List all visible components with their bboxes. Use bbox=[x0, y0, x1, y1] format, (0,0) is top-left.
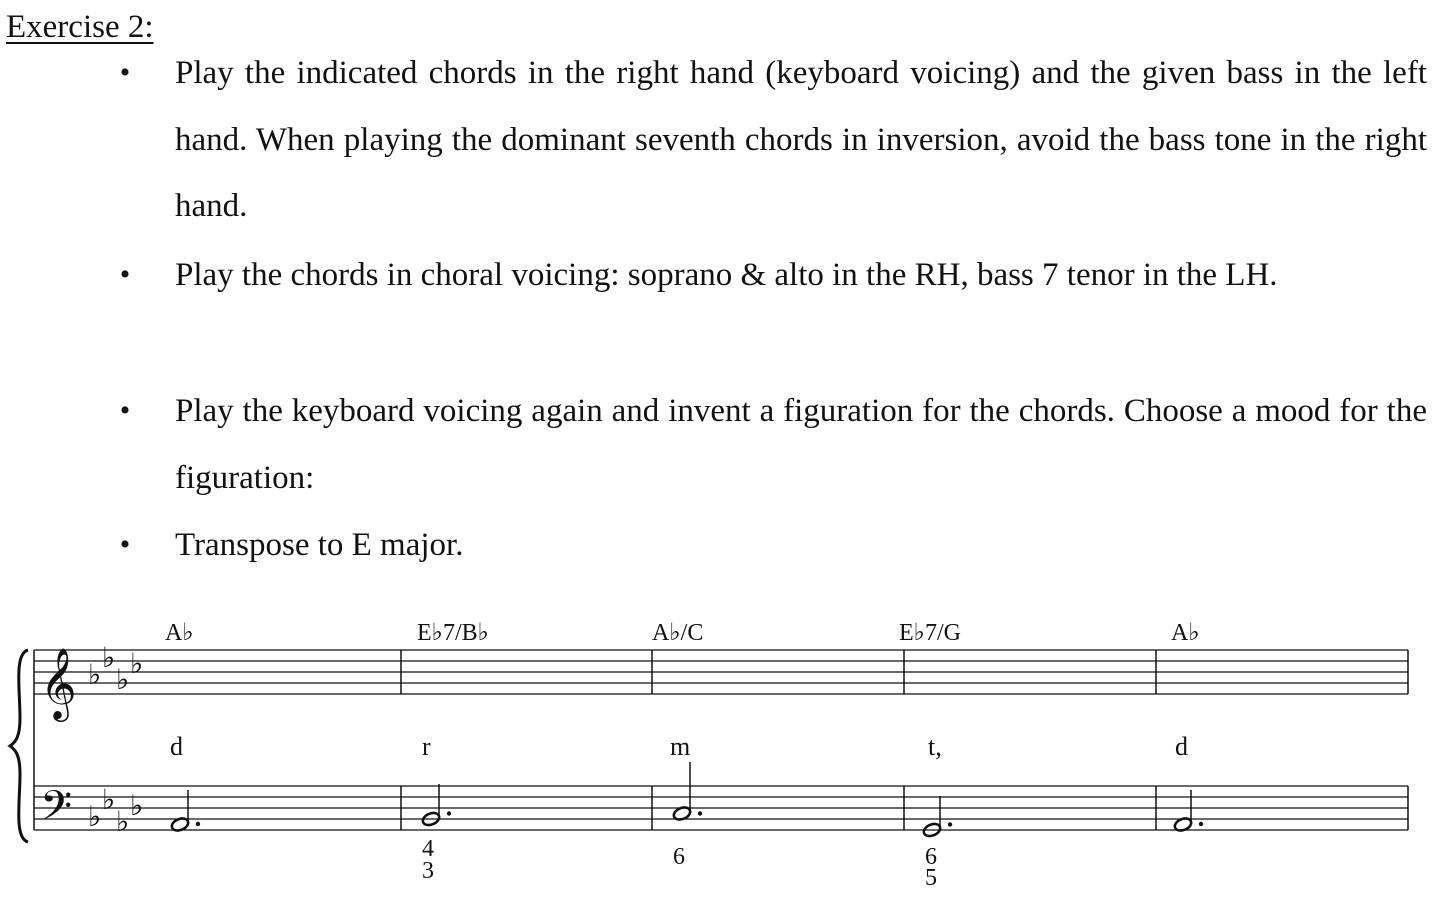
bullet-dot-icon: • bbox=[119, 528, 131, 561]
flat-icon: ♭ bbox=[102, 643, 116, 674]
chord-symbol: E♭7/B♭ bbox=[417, 620, 489, 646]
chord-symbol: A♭ bbox=[1171, 620, 1200, 646]
bass-note bbox=[922, 796, 952, 838]
chord-symbol: A♭/C bbox=[652, 620, 704, 646]
flat-icon: ♭ bbox=[102, 785, 116, 816]
flat-icon: ♭ bbox=[88, 660, 102, 691]
figured-bass-bottom: 5 bbox=[925, 865, 937, 891]
bullet-dot-icon: • bbox=[119, 258, 131, 291]
treble-key-signature bbox=[88, 643, 143, 696]
instruction-text: Play the keyboard voicing again and invent a figuration for the chords. Choose a mood for the figuration: bbox=[175, 393, 1427, 496]
flat-icon: ♭ bbox=[130, 649, 144, 680]
solfege-syllable: m bbox=[670, 732, 691, 761]
flat-icon: ♭ bbox=[116, 665, 130, 696]
exercise-heading: Exercise 2: bbox=[6, 9, 154, 45]
bass-clef-icon: 𝄢 bbox=[40, 783, 73, 839]
chord-symbol: A♭ bbox=[165, 620, 194, 646]
figured-bass-bottom: 3 bbox=[422, 858, 434, 884]
flat-icon: ♭ bbox=[116, 807, 130, 838]
treble-staff bbox=[34, 650, 1408, 694]
figured-bass-top: 4 bbox=[422, 836, 434, 862]
instruction-text: Play the chords in choral voicing: soprano & alto in the RH, bass 7 tenor in the LH. bbox=[175, 257, 1278, 293]
solfege-syllable: d bbox=[170, 732, 183, 761]
grand-staff-brace-icon bbox=[10, 650, 28, 842]
instruction-text: Play the indicated chords in the right hand (keyboard voicing) and the given bass in the left hand. When playing the dominant seventh chords in inversion, avoid the bass tone in the right hand. bbox=[175, 55, 1427, 224]
figured-bass-top: 6 bbox=[925, 844, 937, 870]
flat-icon: ♭ bbox=[130, 791, 144, 822]
figured-bass-top: 6 bbox=[673, 844, 685, 870]
music-score bbox=[0, 600, 1442, 900]
bass-note bbox=[672, 762, 702, 822]
solfege-syllable: r bbox=[422, 732, 431, 761]
solfege-syllable: t, bbox=[928, 732, 942, 761]
instruction-text: Transpose to E major. bbox=[175, 527, 464, 563]
chord-symbol: E♭7/G bbox=[899, 620, 961, 646]
flat-icon: ♭ bbox=[88, 802, 102, 833]
bass-note bbox=[421, 784, 451, 827]
bullet-dot-icon: • bbox=[119, 394, 131, 427]
solfege-syllable: d bbox=[1175, 732, 1188, 761]
bullet-dot-icon: • bbox=[119, 56, 131, 89]
treble-clef-icon: 𝄞 bbox=[40, 650, 77, 718]
